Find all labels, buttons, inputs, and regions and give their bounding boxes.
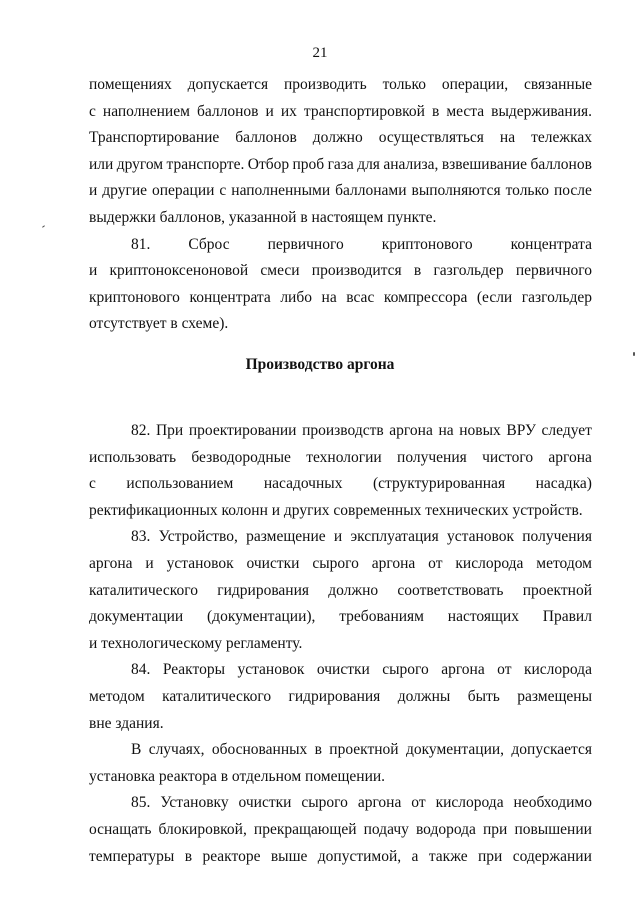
text-block-bottom [89,418,592,870]
page-number: 21 [312,45,328,61]
text-line: методом каталитического гидрирования должны быть размещены [89,687,592,705]
text-line: 85. Установку очистки сырого аргона от кислорода необходимо [131,794,592,812]
text-line: 84. Реакторы установок очистки сырого аргона от кислорода [131,661,592,679]
section-heading: Производство аргона [245,356,395,373]
text-line: аргона и установок очистки сырого аргона от кислорода методом [89,554,592,572]
text-line: с наполнением баллонов и их транспортировкой в места выдерживания. [89,102,592,120]
text-line: вне здания. [89,714,164,732]
text-line: 82. При проектировании производств аргона на новых ВРУ следует [131,422,592,439]
text-line: 83. Устройство, размещение и эксплуатация установок получения [131,528,592,546]
text-line: каталитического гидрирования должно соответствовать проектной [89,581,592,599]
text-line: и другие операции с наполненными баллонами выполняются только после [89,182,592,200]
text-line: установка реактора в отдельном помещении. [89,767,386,785]
text-line: оснащать блокировкой, прекращающей подачу водорода при повышении [89,820,592,838]
text-line: с использованием насадочных (структурированная насадка) [89,475,592,493]
text-block-top [89,72,592,338]
text-line: 81. Сброс первичного криптонового концентрата [131,235,592,253]
text-line: и криптоноксеноновой смеси производится в газгольдер первичного [89,262,592,280]
text-line: выдержки баллонов, указанной в настоящем пункте. [89,208,437,226]
text-line: и технологическому регламенту. [89,634,303,652]
text-line: ректификационных колонн и других современных технических устройств. [89,501,583,519]
text-line: отсутствует в схеме). [89,315,229,333]
text-line: температуры в реакторе выше допустимой, а также при содержании [89,847,592,865]
text-line: помещениях допускается производить только операции, связанные [89,76,592,93]
text-line: использовать безводородные технологии получения чистого аргона [89,448,592,466]
scan-speck [42,225,45,228]
text-line: криптонового концентрата либо на всас компрессора (если газгольдер [89,288,592,306]
text-line: Транспортирование баллонов должно осуществляться на тележках [89,129,592,147]
text-line: документации (документации), требованиям настоящих Правил [89,608,592,626]
text-line: В случаях, обоснованных в проектной документации, допускается [131,741,592,759]
scan-speck [633,352,635,356]
text-line: или другом транспорте. Отбор проб газа для анализа, взвешивание баллонов [89,155,592,173]
